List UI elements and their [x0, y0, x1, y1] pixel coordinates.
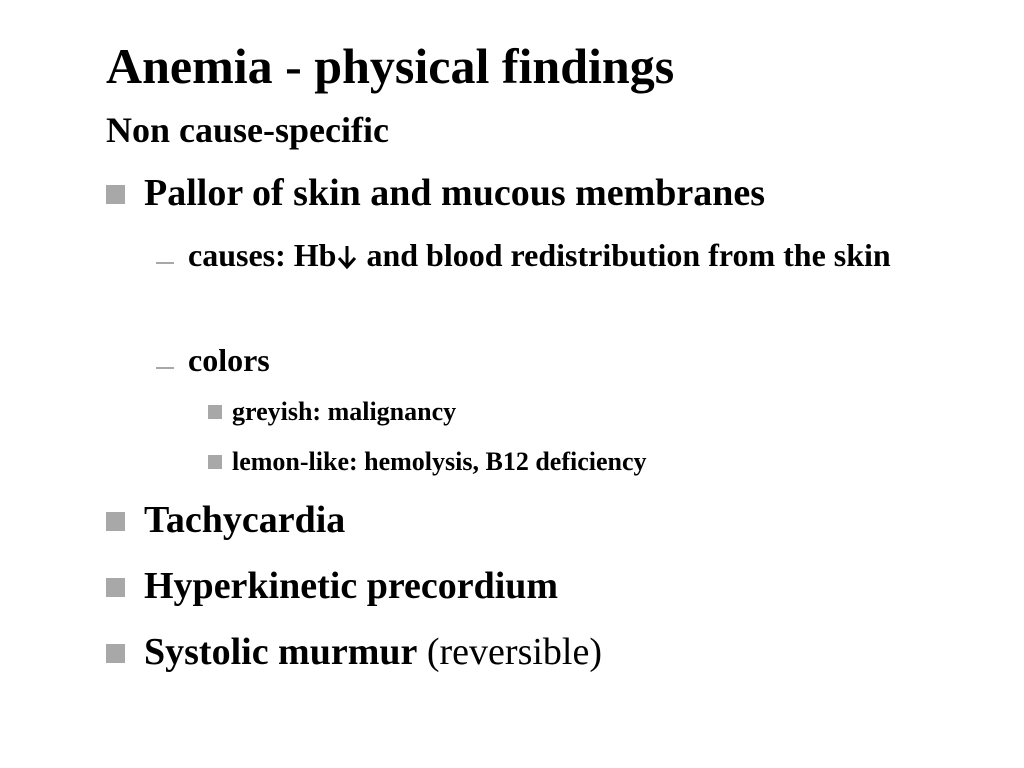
square-bullet-icon: [106, 578, 125, 597]
slide-subtitle: Non cause-specific: [106, 110, 389, 150]
bullet-text: Hyperkinetic precordium: [144, 565, 559, 607]
square-bullet-icon: [106, 512, 125, 531]
bullet-note: (reversible): [417, 631, 602, 673]
causes-suffix: and blood redistribution from the skin: [358, 237, 891, 273]
bullet-item-pallor: [106, 170, 765, 216]
bullet-item-murmur: [106, 629, 602, 675]
dash-bullet-icon: [156, 367, 174, 369]
sub-sub-bullet-text: greyish: malignancy: [232, 397, 457, 426]
causes-prefix: causes: Hb: [188, 237, 337, 273]
slide-title: Anemia - physical findings: [106, 38, 675, 94]
sub-sub-bullet-item-lemon: [208, 445, 647, 479]
bullet-text: Systolic murmur: [144, 631, 418, 673]
sub-sub-bullet-text: lemon-like: hemolysis, B12 deficiency: [232, 447, 647, 476]
sub-bullet-item-colors: [156, 338, 270, 382]
sub-bullet-item-causes: [156, 233, 928, 277]
sub-bullet-text: colors: [188, 342, 270, 378]
sub-sub-bullet-item-greyish: [208, 395, 456, 429]
sub-bullet-text: [188, 233, 928, 277]
square-bullet-icon: [208, 405, 222, 419]
square-bullet-icon: [208, 455, 222, 469]
bullet-text: Pallor of skin and mucous membranes: [144, 172, 766, 214]
bullet-item-precordium: [106, 563, 558, 609]
bullet-text: Tachycardia: [144, 499, 346, 541]
square-bullet-icon: [106, 185, 125, 204]
dash-bullet-icon: [156, 262, 174, 264]
down-arrow-icon: [336, 244, 358, 270]
square-bullet-icon: [106, 644, 125, 663]
bullet-item-tachycardia: [106, 497, 345, 543]
